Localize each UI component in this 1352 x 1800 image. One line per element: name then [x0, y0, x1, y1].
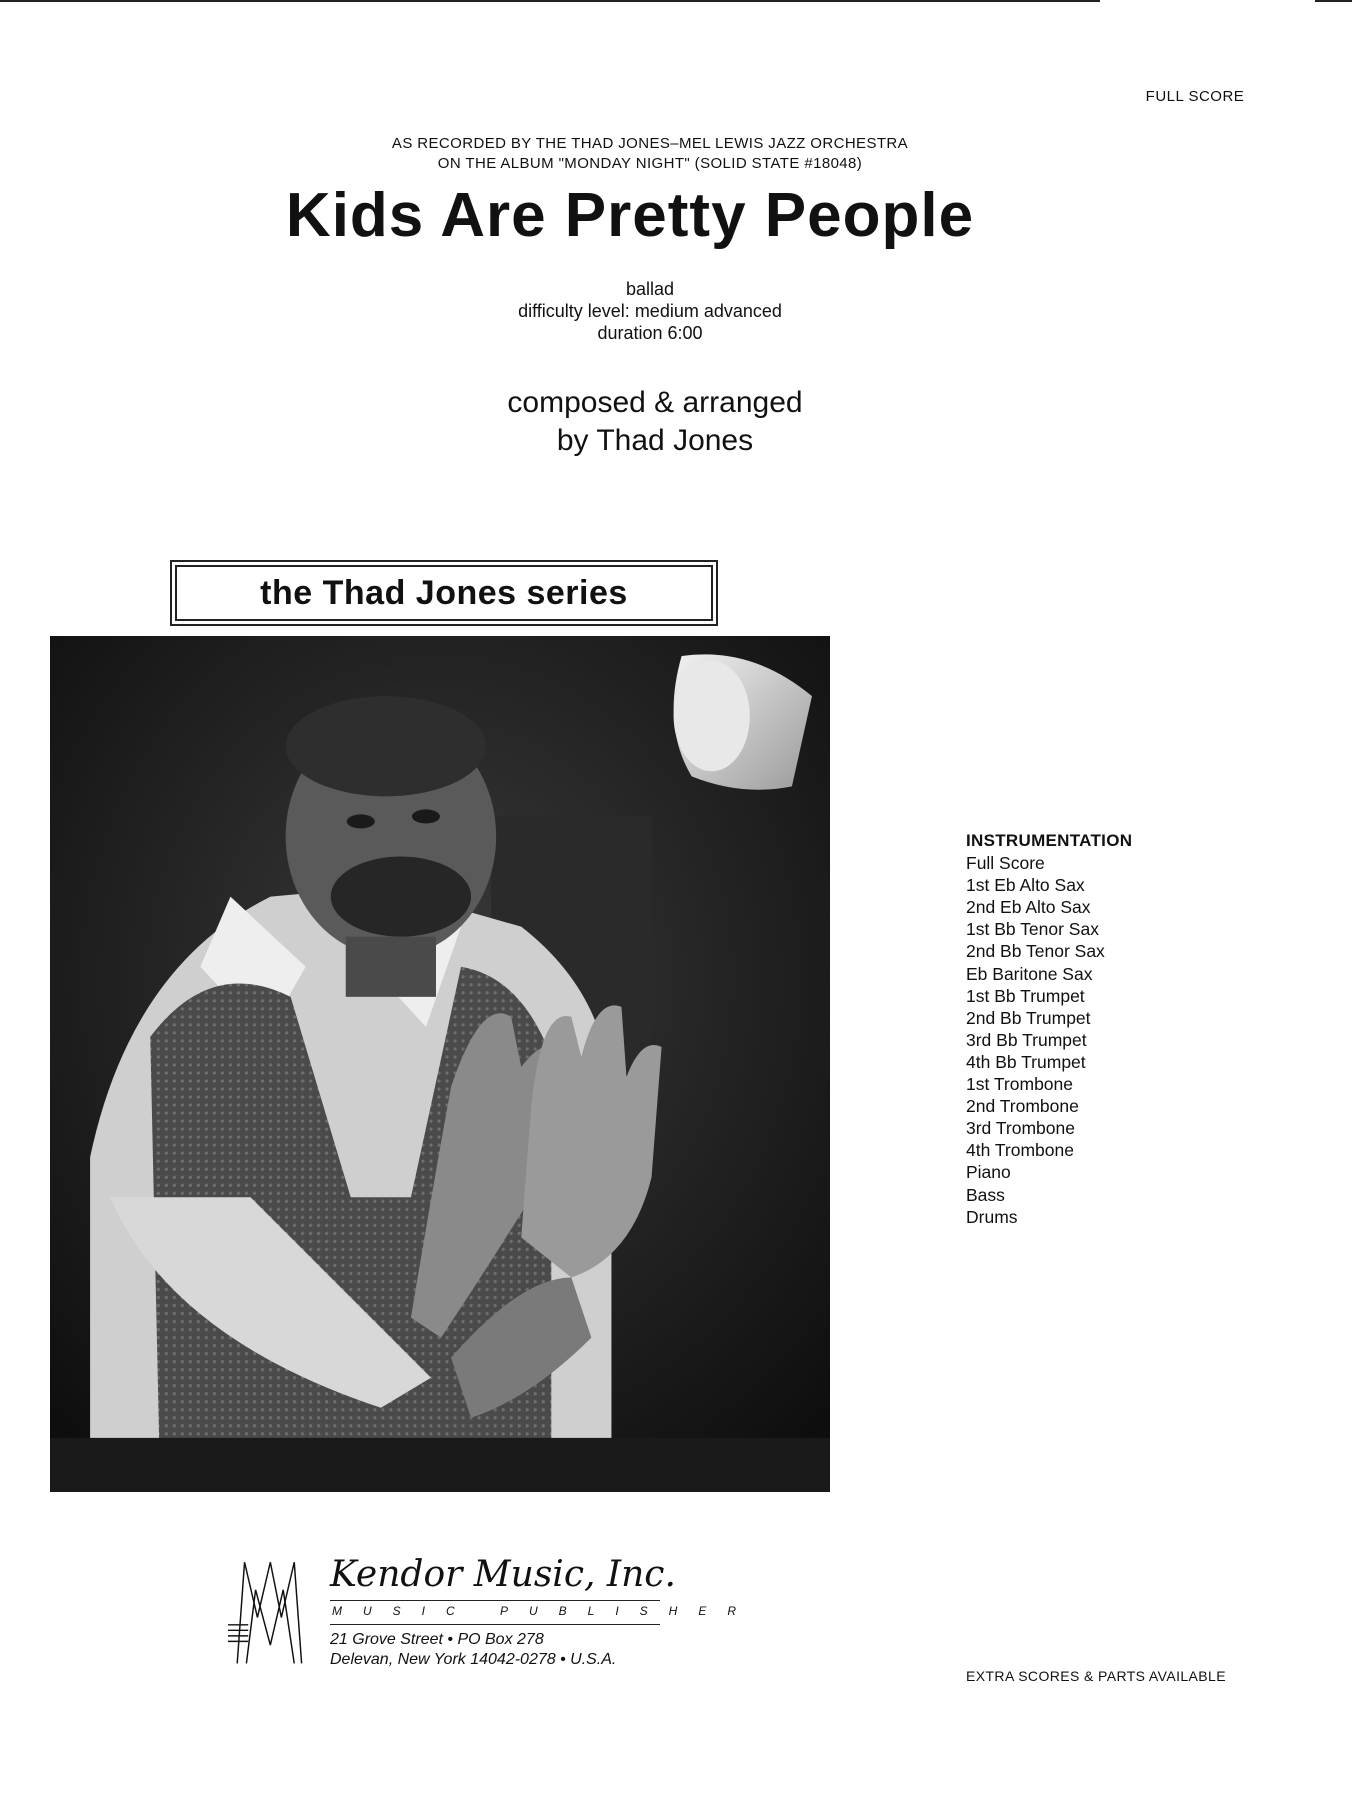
instrument-item: Bass: [966, 1184, 1005, 1205]
instrument-item: 2nd Trombone: [966, 1096, 1079, 1117]
instrument-item: 1st Eb Alto Sax: [966, 875, 1085, 896]
series-title: the Thad Jones series: [175, 565, 713, 621]
publisher-rule-top: [330, 1600, 660, 1601]
instrument-item: 1st Trombone: [966, 1074, 1073, 1095]
instrument-item: Eb Baritone Sax: [966, 963, 1093, 984]
top-border-line: [0, 0, 1100, 2]
instrument-item: 2nd Eb Alto Sax: [966, 897, 1091, 918]
publisher-block: [228, 1548, 758, 1688]
instrument-item: Drums: [966, 1206, 1018, 1227]
publisher-logo: [228, 1548, 320, 1674]
recording-credit: [360, 134, 940, 174]
series-banner: [170, 560, 718, 626]
instrument-item: 1st Bb Tenor Sax: [966, 919, 1099, 940]
instrument-item: 4th Bb Trumpet: [966, 1051, 1086, 1072]
instrument-item: 2nd Bb Trumpet: [966, 1007, 1091, 1028]
top-border-line-right: [1315, 0, 1352, 2]
publisher-rule-bottom: [330, 1624, 660, 1625]
duration-label: duration 6:00: [597, 323, 703, 343]
conductor-photo: [50, 636, 830, 1492]
instrument-item: 3rd Bb Trumpet: [966, 1029, 1087, 1050]
instrument-item: Full Score: [966, 853, 1045, 874]
instrumentation-heading: INSTRUMENTATION: [966, 831, 1133, 850]
publisher-tagline: MUSIC PUBLISHER: [332, 1604, 758, 1618]
address-line2: Delevan, New York 14042-0278 • U.S.A.: [330, 1651, 617, 1668]
recording-credit-line1: AS RECORDED BY THE THAD JONES–MEL LEWIS JAZZ ORCHESTRA: [391, 135, 909, 152]
instrumentation-list: [966, 830, 1226, 1228]
difficulty-label: difficulty level: medium advanced: [518, 301, 782, 321]
composer-line1: composed & arranged: [507, 386, 803, 419]
edition-label: FULL SCORE: [1145, 88, 1245, 105]
instrument-item: 3rd Trombone: [966, 1118, 1075, 1139]
address-line1: 21 Grove Street • PO Box 278: [330, 1631, 544, 1648]
composer-line2: by Thad Jones: [556, 424, 754, 457]
style-label: ballad: [625, 279, 675, 299]
publisher-name: Kendor Music, Inc.: [330, 1554, 676, 1595]
score-meta: [440, 278, 860, 344]
instrument-item: Piano: [966, 1162, 1011, 1183]
instrument-item: 2nd Bb Tenor Sax: [966, 941, 1105, 962]
publisher-address: [330, 1630, 616, 1670]
composer-credit: [420, 384, 890, 460]
recording-credit-line2: ON THE ALBUM "MONDAY NIGHT" (SOLID STATE #18048): [437, 155, 863, 172]
instrument-item: 1st Bb Trumpet: [966, 985, 1085, 1006]
extra-scores-note: EXTRA SCORES & PARTS AVAILABLE: [966, 1668, 1226, 1684]
instrument-item: 4th Trombone: [966, 1140, 1074, 1161]
score-title: Kids Are Pretty People: [285, 181, 975, 250]
